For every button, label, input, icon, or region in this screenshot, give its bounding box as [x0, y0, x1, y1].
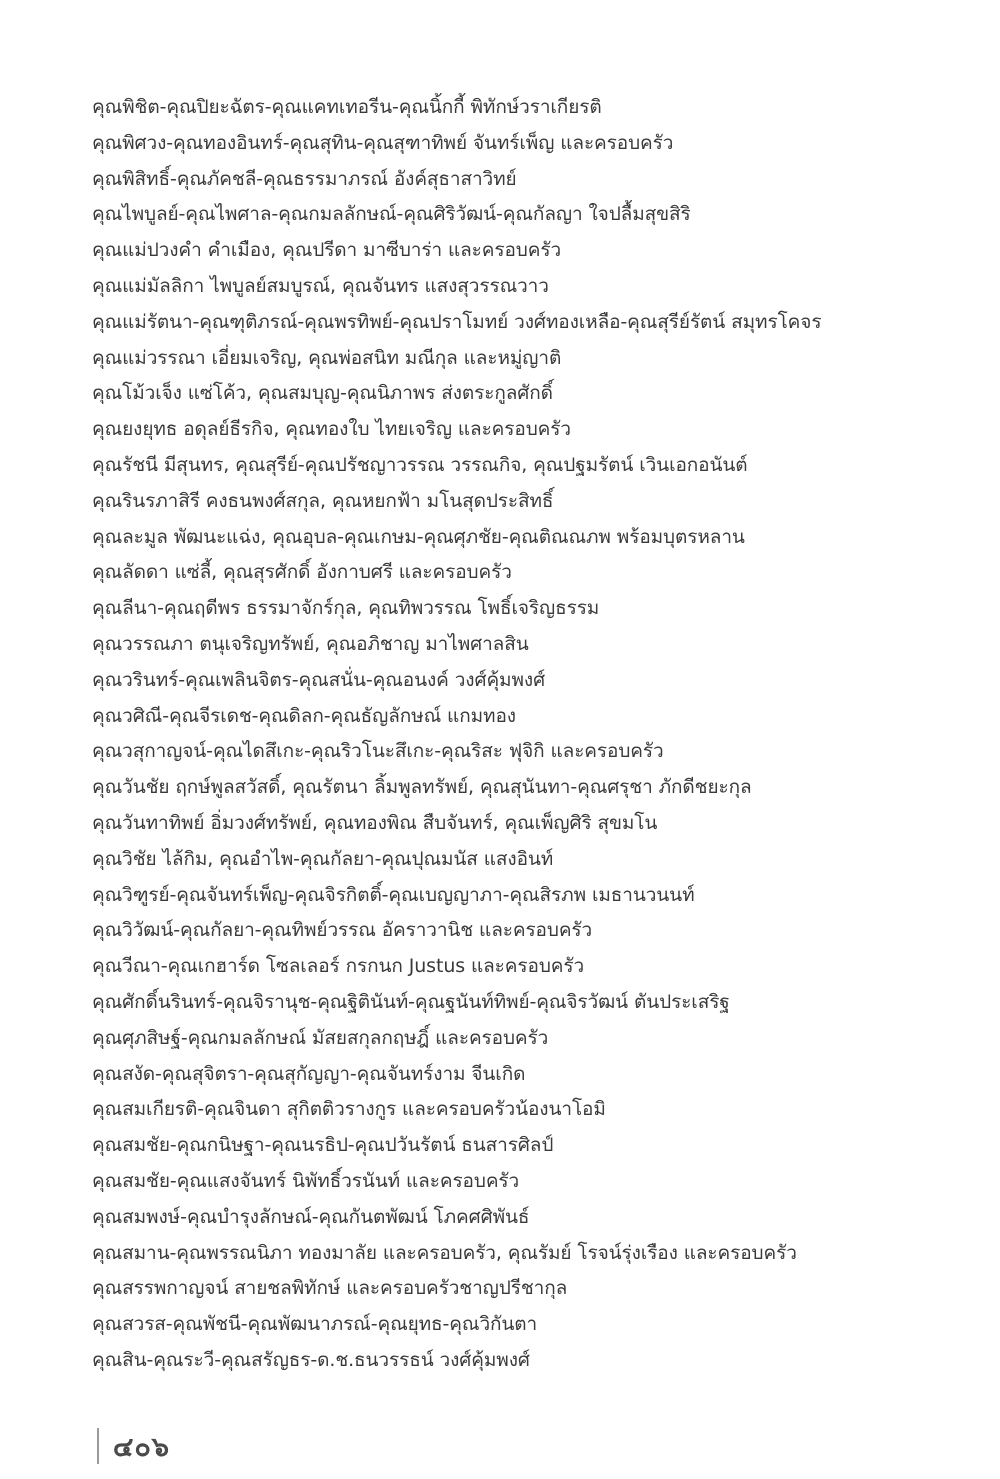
list-item: คุณวรรณภา ตนุเจริญทรัพย์, คุณอภิชาญ มาไพศาลสิน: [92, 632, 529, 655]
list-item: คุณแม่ปวงคำ คำเมือง, คุณปรีดา มาซีบาร่า และครอบครัว: [92, 239, 562, 262]
list-item: คุณพิสิทธิ์-คุณภัคชลี-คุณธรรมาภรณ์ อังค์สุธาสาวิทย์: [92, 167, 517, 190]
name-list: [92, 90, 972, 1379]
page-footer: [97, 1426, 170, 1466]
list-item: คุณสงัด-คุณสุจิตรา-คุณสุกัญญา-คุณจันทร์งาม จีนเกิด: [92, 1062, 526, 1085]
list-item: คุณแม่มัลลิกา ไพบูลย์สมบูรณ์, คุณจันทร แสงสุวรรณวาว: [92, 274, 549, 297]
footer-divider: [97, 1428, 99, 1464]
list-item: คุณสรรพกาญจน์ สายชลพิทักษ์ และครอบครัวชาญปรีชากุล: [92, 1277, 568, 1300]
list-item: คุณวิวัฒน์-คุณกัลยา-คุณทิพย์วรรณ อัคราวานิช และครอบครัว: [92, 919, 593, 942]
list-item: คุณสมชัย-คุณแสงจันทร์ นิพัทธิ์วรนันท์ และครอบครัว: [92, 1169, 520, 1192]
list-item: คุณไพบูลย์-คุณไพศาล-คุณกมลลักษณ์-คุณศิริวัฒน์-คุณกัลญา ใจปลื้มสุขสิริ: [92, 203, 691, 226]
list-item: คุณวีณา-คุณเกฮาร์ด โซลเลอร์ กรกนก Justus และครอบครัว: [92, 955, 585, 978]
list-item: คุณสมพงษ์-คุณบำรุงลักษณ์-คุณกันตพัฒน์ โภคศศิพันธ์: [92, 1205, 530, 1228]
list-item: คุณลัดดา แซ่ลี้, คุณสุรศักดิ์ อังกาบศรี และครอบครัว: [92, 561, 512, 584]
list-item: คุณศุภสิษฐ์-คุณกมลลักษณ์ มัสยสกุลกฤษฎิ์ และครอบครัว: [92, 1026, 549, 1049]
list-item: คุณสิน-คุณระวี-คุณสรัญธร-ด.ช.ธนวรรธน์ วงศ์คุ้มพงศ์: [92, 1348, 530, 1371]
list-item: คุณลีนา-คุณฤดีพร ธรรมาจักร์กุล, คุณทิพวรรณ โพธิ์เจริญธรรม: [92, 597, 600, 620]
list-item: คุณพิชิต-คุณปิยะฉัตร-คุณแคทเทอรีน-คุณนิ้กกี้ พิทักษ์วราเกียรติ: [92, 96, 602, 118]
list-item: คุณสวรส-คุณพัชนี-คุณพัฒนาภรณ์-คุณยุทธ-คุณวิกันตา: [92, 1313, 538, 1336]
page-number: ๔๐๖: [113, 1431, 171, 1463]
list-item: คุณวันชัย ฤกษ์พูลสวัสดิ์, คุณรัตนา ลิ้มพูลทรัพย์, คุณสุนันทา-คุณศรุชา ภักดีชยะกุล: [92, 776, 752, 799]
list-item: คุณวิชัย ไล้กิม, คุณอำไพ-คุณกัลยา-คุณปุณมนัส แสงอินท์: [92, 847, 554, 870]
list-item: คุณวิฑูรย์-คุณจันทร์เพ็ญ-คุณจิรกิตติ์-คุณเบญญาภา-คุณสิรภพ เมธานวนนท์: [92, 883, 695, 906]
list-item: คุณศักดิ์นรินทร์-คุณจิรานุช-คุณฐิตินันท์-คุณฐนันท์ทิพย์-คุณจิรวัฒน์ ตันประเสริฐ: [92, 990, 730, 1013]
list-item: คุณวศิณี-คุณจีรเดช-คุณดิลก-คุณธัญลักษณ์ แกมทอง: [92, 704, 516, 727]
list-item: คุณแม่วรรณา เอี่ยมเจริญ, คุณพ่อสนิท มณีกุล และหมู่ญาติ: [92, 346, 562, 369]
list-item: คุณพิศวง-คุณทองอินทร์-คุณสุทิน-คุณสุฑาทิพย์ จันทร์เพ็ญ และครอบครัว: [92, 131, 674, 154]
list-item: คุณโม้วเจ็ง แซ่โค้ว, คุณสมบุญ-คุณนิภาพร ส่งตระกูลศักดิ์: [92, 382, 553, 405]
list-item: คุณรินรภาสิรี คงธนพงศ์สกุล, คุณหยกฟ้า มโนสุดประสิทธิ์: [92, 489, 554, 512]
list-item: คุณรัชนี มีสุนทร, คุณสุรีย์-คุณปรัชญาวรรณ วรรณกิจ, คุณปฐมรัตน์ เวินเอกอนันต์: [92, 453, 748, 476]
list-item: คุณสมเกียรติ-คุณจินดา สุกิตติวรางกูร และครอบครัวน้องนาโอมิ: [92, 1098, 606, 1121]
list-item: คุณสมาน-คุณพรรณนิภา ทองมาลัย และครอบครัว, คุณรัมย์ โรจน์รุ่งเรือง และครอบครัว: [92, 1241, 797, 1264]
list-item: คุณยงยุทธ อดุลย์ธีรกิจ, คุณทองใบ ไทยเจริญ และครอบครัว: [92, 418, 571, 441]
list-item: คุณละมูล พัฒนะแฉ่ง, คุณอุบล-คุณเกษม-คุณศุภชัย-คุณติณณภพ พร้อมบุตรหลาน: [92, 525, 745, 548]
list-item: คุณวันทาทิพย์ อิ่มวงศ์ทรัพย์, คุณทองพิณ สืบจันทร์, คุณเพ็ญศิริ สุขมโน: [92, 811, 658, 834]
list-item: คุณสมชัย-คุณกนิษฐา-คุณนรธิป-คุณปวันรัตน์ ธนสารศิลป์: [92, 1134, 554, 1157]
list-item: คุณวรินทร์-คุณเพลินจิตร-คุณสนั่น-คุณอนงค์ วงศ์คุ้มพงศ์: [92, 668, 546, 691]
list-item: คุณแม่รัตนา-คุณฑุติภรณ์-คุณพรทิพย์-คุณปราโมทย์ วงศ์ทองเหลือ-คุณสุรีย์รัตน์ สมุทรโคจร: [92, 310, 822, 333]
list-item: คุณวสุกาญจน์-คุณไดสึเกะ-คุณริวโนะสึเกะ-คุณริสะ ฟุจิกิ และครอบครัว: [92, 740, 664, 763]
